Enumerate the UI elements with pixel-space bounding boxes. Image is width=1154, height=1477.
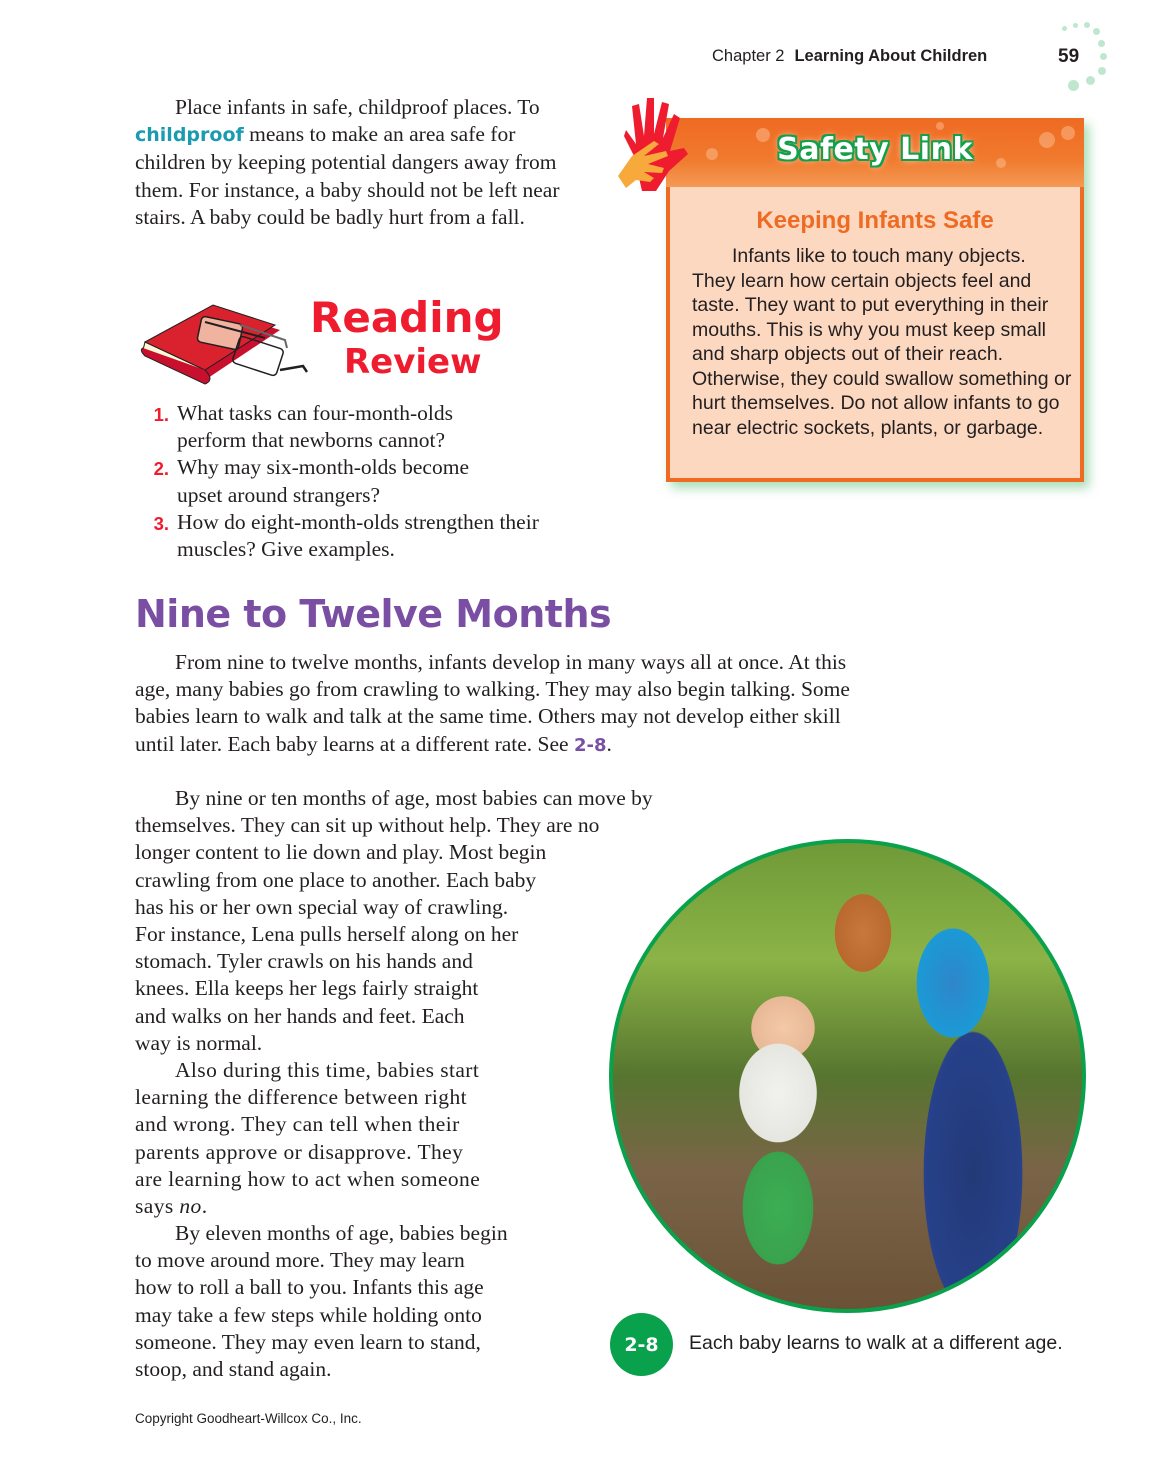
paragraph-line: and wrong. They can tell when their [135, 1112, 460, 1137]
figure-reference-link[interactable]: 2-8 [573, 734, 607, 756]
review-question [135, 454, 555, 508]
hands-icon [614, 96, 694, 196]
reading-review-title-review: Review [344, 342, 482, 382]
section-paragraph-3 [135, 1057, 595, 1220]
chapter-label: Chapter 2 [712, 47, 785, 65]
paragraph-line: parents approve or disapprove. They [135, 1139, 464, 1164]
safety-link-box [666, 118, 1084, 482]
question-text: What tasks can four-month-olds perform that newborns cannot? [177, 401, 454, 453]
paragraph-line: crawling from one place to another. Each baby [135, 867, 537, 892]
paragraph-line: to move around more. They may learn [135, 1248, 465, 1273]
safety-link-title: Safety Link [777, 132, 973, 167]
reading-review-questions [135, 400, 555, 563]
emphasis-no: no [179, 1194, 202, 1219]
paragraph-line: someone. They may even learn to stand, [135, 1329, 481, 1354]
paragraph-line: are learning how to act when someone [135, 1166, 481, 1191]
figure-caption: Each baby learns to walk at a different age. [689, 1332, 1063, 1354]
question-text: Why may six-month-olds become upset around strangers? [177, 455, 469, 507]
review-question [135, 509, 555, 563]
paragraph-line: has his or her own special way of crawling. [135, 894, 509, 919]
safety-link-header [666, 118, 1084, 187]
section-paragraph-1: From nine to twelve months, infants develop in many ways all at once. At this age, many babies go from crawling to walking. They may also begin talking. Some babies learn to walk and talk at the same time. Others may not develop either skill until later. Each baby learns at a different rate. See 2-8. [135, 650, 850, 756]
paragraph-line: stomach. Tyler crawls on his hands and [135, 949, 473, 974]
safety-link-body [666, 187, 1084, 482]
safety-link-text: Infants like to touch many objects. They learn how certain objects feel and taste. They want to put everything in their mouths. This is why you must keep small and sharp objects out of their reach. Otherwise, they could swallow something or hurt themselves. Do not allow infants to go near electric sockets, plants, or garbage. [692, 245, 1072, 439]
section-paragraph-4 [135, 1220, 595, 1383]
paragraph-line: stoop, and stand again. [135, 1357, 332, 1382]
paragraph-line: By nine or ten months of age, most babies can move by [175, 786, 653, 810]
question-number: 2. [153, 458, 169, 480]
running-head [712, 47, 987, 66]
paragraph-line: knees. Ella keeps her legs fairly straight [135, 976, 479, 1001]
paragraph-line: how to roll a ball to you. Infants this age [135, 1275, 484, 1300]
reading-review-title-reading: Reading [310, 293, 504, 342]
paragraph-line: and walks on her hands and feet. Each [135, 1003, 465, 1028]
question-number: 1. [153, 404, 169, 425]
intro-text-suffix: means to make an area safe for children by keeping potential dangers away from them. For instance, a baby should not be left near stairs. A baby could be badly hurt from a fall. [135, 122, 560, 229]
paragraph-line: says no. [135, 1194, 208, 1219]
copyright-footer: Copyright Goodheart-Willcox Co., Inc. [135, 1411, 362, 1426]
question-number: 3. [153, 512, 169, 534]
intro-text-prefix: Place infants in safe, childproof places. To [175, 95, 540, 119]
paragraph-line: For instance, Lena pulls herself along on her [135, 922, 519, 947]
intro-paragraph [135, 94, 575, 231]
paragraph-line: learning the difference between right [135, 1085, 467, 1110]
page-number: 59 [1058, 46, 1080, 67]
chapter-title: Learning About Children [794, 47, 988, 65]
safety-link-subtitle: Keeping Infants Safe [756, 207, 994, 234]
book-with-glasses-icon [135, 300, 310, 385]
paragraph-line: By eleven months of age, babies begin [175, 1221, 508, 1245]
question-text: How do eight-month-olds strengthen their muscles? Give examples. [177, 509, 539, 562]
figure-number-badge: 2-8 [610, 1313, 673, 1376]
review-question [135, 400, 555, 454]
paragraph-line: longer content to lie down and play. Most begin [135, 840, 547, 865]
paragraph-line: Also during this time, babies start [175, 1058, 480, 1082]
section-heading: Nine to Twelve Months [135, 592, 612, 636]
decorative-dots-icon [1060, 18, 1110, 98]
paragraph-text: From nine to twelve months, infants develop in many ways all at once. At this age, many babies go from crawling to walking. They may also begin talking. Some babies learn to walk and talk at the same time. Others may not develop either skill until later. Each baby learns at a different rate. See [135, 650, 850, 756]
paragraph-line: may take a few steps while holding onto [135, 1302, 482, 1327]
paragraph-line: way is normal. [135, 1030, 263, 1055]
glossary-term-childproof[interactable]: childproof [135, 124, 244, 147]
figure-photo-mother-and-baby [609, 839, 1086, 1313]
paragraph-line: themselves. They can sit up without help. They are no [135, 813, 600, 838]
